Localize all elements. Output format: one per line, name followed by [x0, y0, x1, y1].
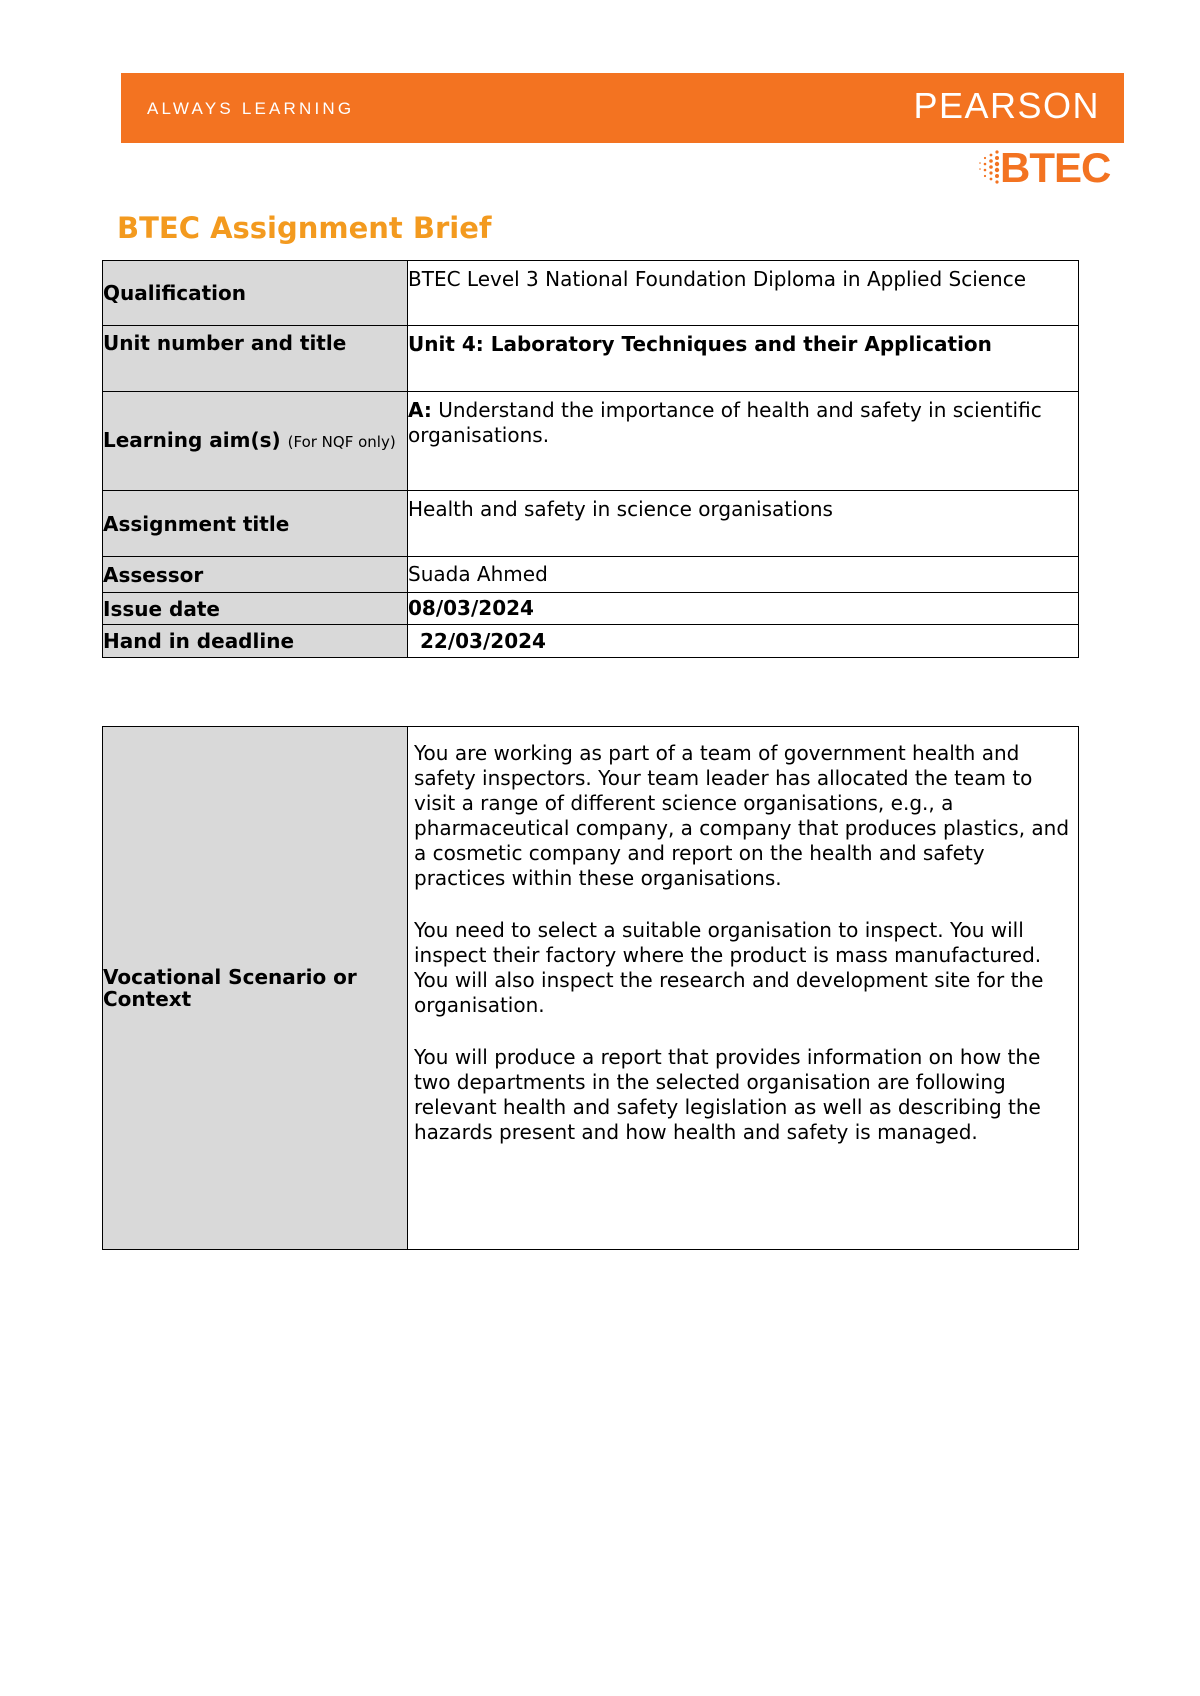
table-row — [103, 625, 1079, 658]
scenario-paragraph: You need to select a suitable organisation to inspect. You will inspect their factory where the product is mass manufactured. You will also inspect the research and development site for the organisation. — [414, 918, 1044, 1017]
scenario-label: Vocational Scenario or Context — [103, 727, 408, 1250]
table-row — [103, 261, 1079, 326]
assessor-label: Assessor — [103, 557, 408, 593]
scenario-text — [408, 727, 1079, 1250]
scenario-paragraph: You will produce a report that provides information on how the two departments in the selected organisation are following relevant health and safety legislation as well as describing the hazards present and how health and safety is managed. — [414, 1045, 1041, 1144]
table-row — [103, 727, 1079, 1250]
learning-aims-value — [408, 392, 1079, 491]
qualification-value: BTEC Level 3 National Foundation Diploma in Applied Science — [408, 261, 1079, 326]
dot-pattern-icon — [976, 148, 1002, 184]
details-table — [102, 260, 1079, 658]
header-banner — [121, 73, 1124, 143]
assessor-value: Suada Ahmed — [408, 557, 1079, 593]
table-row — [103, 491, 1079, 557]
table-row — [103, 557, 1079, 593]
deadline-label: Hand in deadline — [103, 625, 408, 658]
learning-aims-label-text: Learning aim(s) — [103, 428, 281, 452]
learning-aims-label — [103, 392, 408, 491]
table-row — [103, 593, 1079, 625]
table-row — [103, 326, 1079, 392]
btec-logo — [976, 144, 1126, 190]
unit-label: Unit number and title — [103, 326, 408, 392]
learning-aim-text: Understand the importance of health and safety in scientific organisations. — [408, 398, 1042, 447]
learning-aims-note: (For NQF only) — [287, 433, 396, 451]
deadline-value: 22/03/2024 — [408, 625, 1079, 658]
scenario-table — [102, 726, 1079, 1250]
assignment-title-label: Assignment title — [103, 491, 408, 557]
issue-date-value: 08/03/2024 — [408, 593, 1079, 625]
pearson-logo: PEARSON — [913, 85, 1100, 126]
tagline: ALWAYS LEARNING — [147, 99, 355, 118]
btec-wordmark: BTEC — [1000, 144, 1111, 191]
unit-value: Unit 4: Laboratory Techniques and their Application — [408, 326, 1079, 392]
issue-date-label: Issue date — [103, 593, 408, 625]
qualification-label: Qualification — [103, 261, 408, 326]
scenario-paragraph: You are working as part of a team of government health and safety inspectors. Your team leader has allocated the team to visit a range of different science organisations, e.g., a pharmaceutical company, a company that produces plastics, and a cosmetic company and report on the health and safety practices within these organisations. — [414, 741, 1070, 890]
page-title: BTEC Assignment Brief — [117, 211, 492, 245]
table-row — [103, 392, 1079, 491]
assignment-title-value: Health and safety in science organisations — [408, 491, 1079, 557]
learning-aim-prefix: A: — [408, 398, 432, 422]
